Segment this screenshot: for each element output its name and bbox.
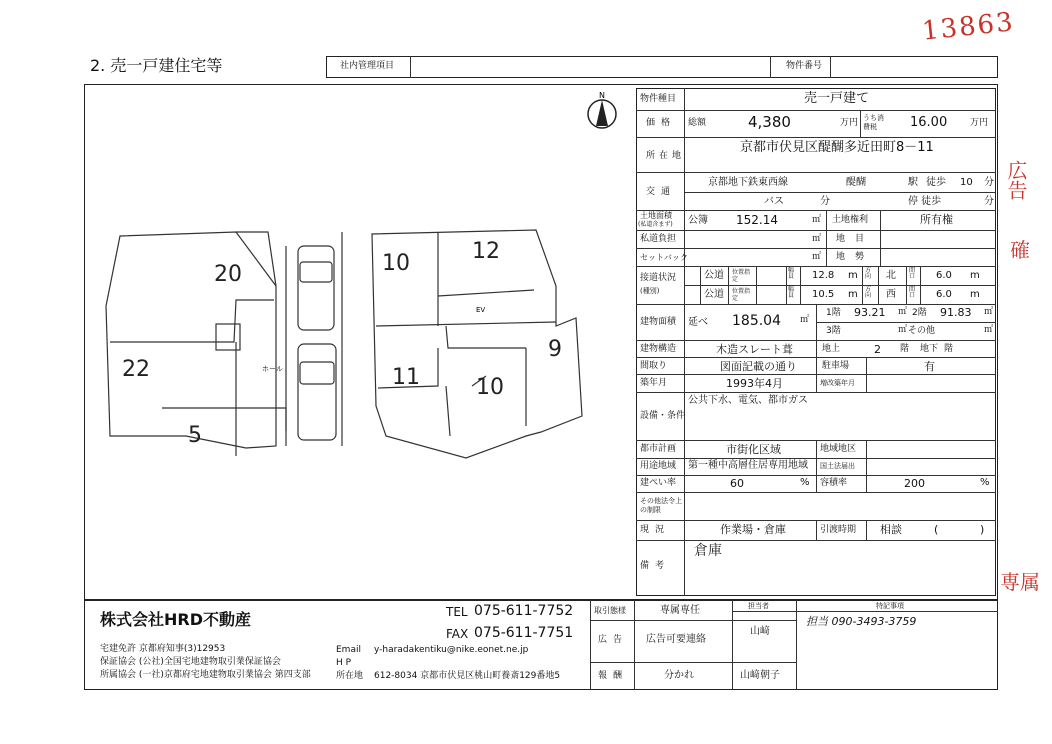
road-2-kind: 位置指定	[732, 288, 751, 302]
below-label: 地下	[920, 344, 939, 354]
road-sub: (種別)	[640, 287, 660, 295]
email-value[interactable]: y-haradakentiku@nike.eonet.ne.jp	[374, 645, 529, 655]
north-arrow-icon	[588, 91, 616, 128]
addr-value: 612-8034 京都市伏見区桃山町養斎129番地5	[374, 671, 561, 681]
assoc1-text: 保証協会 (公社)全国宅地建物取引業保証協会	[100, 657, 281, 667]
tax-value: 16.00	[910, 115, 948, 130]
road-1-front-label: 間口	[909, 267, 916, 280]
above-value: 2	[874, 343, 881, 356]
bcr-label: 建ぺい率	[640, 478, 677, 488]
layout-label: 間取り	[640, 361, 668, 371]
handover-label: 引渡時期	[820, 525, 857, 535]
land-right-value: 所有権	[920, 213, 953, 226]
parking-label: 駐車場	[822, 361, 850, 371]
fee-label: 報酬	[598, 671, 629, 681]
hall-label: ホール	[262, 365, 283, 373]
floor1-label: 1階	[826, 308, 841, 318]
station-value: 醍醐	[846, 177, 866, 188]
zone-label: 地域地区	[820, 444, 857, 454]
bcr-value: 60	[730, 477, 744, 490]
road-1-width-unit: m	[848, 270, 858, 281]
land-area-sub: (私道含まず)	[638, 221, 673, 228]
bus-label: バス	[764, 196, 784, 207]
stop-label: 停 徒歩	[908, 196, 942, 207]
stop-unit: 分	[984, 196, 994, 207]
land-right-label: 土地権利	[832, 215, 869, 225]
person2: 山﨑朝子	[740, 670, 780, 681]
land-area-unit: ㎡	[812, 215, 822, 225]
hp-label: H P	[336, 658, 352, 668]
internal-mgmt-label: 社内管理項目	[340, 61, 395, 71]
other-area-label: その他	[908, 326, 936, 336]
chimoku-label: 地目	[836, 234, 875, 244]
facilities-value: 公共下水、電気、都市ガス	[688, 395, 808, 406]
building-area-label: 建物面積	[640, 317, 677, 327]
bcr-unit: %	[800, 477, 810, 488]
parking-value: 有	[924, 360, 935, 373]
road-1-type: 公道	[704, 270, 724, 281]
above-unit: 階	[900, 344, 910, 354]
lot-5: 5	[188, 423, 202, 448]
type-value: 売一戸建て	[804, 91, 870, 106]
ad-value: 広告可要連絡	[646, 634, 706, 645]
total-unit: 万円	[840, 118, 859, 128]
setback-unit: ㎡	[812, 252, 822, 262]
floor2-value: 91.83	[940, 306, 972, 319]
far-value: 200	[904, 477, 925, 490]
tel-label: TEL	[446, 605, 468, 619]
nobe-label: 延べ	[688, 317, 708, 328]
road-2-type: 公道	[704, 289, 724, 300]
land-area-value: 152.14	[736, 213, 778, 227]
facilities-label: 設備・条件	[640, 411, 686, 421]
floor1-unit: ㎡	[898, 307, 908, 317]
handover-value: 相談	[880, 523, 902, 536]
property-no-label: 物件番号	[786, 61, 823, 71]
bus-unit: 分	[820, 196, 830, 207]
special-label: 特記事項	[876, 602, 904, 610]
fax-value: 075-611-7751	[474, 625, 574, 641]
deal-label: 取引態様	[594, 606, 626, 615]
road-2-front-unit: m	[970, 289, 980, 300]
price-label: 価格	[646, 118, 677, 128]
lot-9: 9	[548, 337, 562, 362]
status-label: 現況	[640, 525, 671, 535]
remarks-handwritten: 倉庫	[694, 543, 722, 559]
road-2-width: 10.5	[812, 289, 835, 300]
road-1-dir: 北	[886, 270, 896, 281]
setback-label: セットバック	[640, 253, 688, 262]
built-value: 1993年4月	[726, 377, 783, 390]
far-unit: %	[980, 477, 990, 488]
handwritten-number: 13863	[920, 7, 1017, 47]
walk-unit: 分	[984, 177, 994, 188]
handwritten-note-confirm: 確	[1010, 238, 1030, 262]
lot-20: 20	[214, 262, 242, 287]
floor2-unit: ㎡	[984, 307, 994, 317]
road-2-width-unit: m	[848, 289, 858, 300]
ad-label: 広告	[598, 635, 629, 645]
city-plan-label: 都市計画	[640, 444, 677, 454]
road-1-front-unit: m	[970, 270, 980, 281]
nobe-unit: ㎡	[800, 315, 810, 325]
remarks-label: 備考	[640, 561, 671, 571]
road-1-width-label: 幅員	[788, 267, 795, 280]
north-label: N	[599, 91, 605, 100]
address-value: 京都市伏見区醍醐多近田町8－11	[740, 140, 934, 155]
road-2-width-label: 幅員	[788, 286, 795, 299]
other-area-unit: ㎡	[984, 325, 994, 335]
status-value: 作業場・倉庫	[720, 523, 786, 536]
site-map	[86, 86, 630, 598]
structure-value: 木造スレート葺	[716, 343, 793, 356]
total-value: 4,380	[748, 113, 791, 131]
addr-label: 所在地	[336, 671, 364, 681]
road-2-dir: 西	[886, 289, 896, 300]
handwritten-note-exclusive: 専属	[1000, 570, 1040, 594]
layout-value: 図面記載の通り	[720, 360, 797, 373]
walk-value: 10	[960, 177, 973, 188]
fee-value: 分かれ	[664, 670, 694, 681]
land-area-label: 土地面積	[640, 211, 672, 220]
handover-paren-open: (	[934, 523, 939, 536]
land-type: 公簿	[688, 215, 708, 226]
station-unit: 駅	[908, 177, 918, 188]
below-unit: 階	[944, 344, 954, 354]
section-title: 2. 売一戸建住宅等	[90, 56, 223, 75]
land-law-label: 国土法届出	[820, 462, 855, 470]
use-zone-label: 用途地域	[640, 461, 677, 471]
contact-handwritten: 担当 090-3493-3759	[806, 615, 917, 628]
floor1-value: 93.21	[854, 306, 886, 319]
address-label: 所在地	[646, 151, 686, 161]
person-label: 担当者	[748, 602, 769, 610]
company-name: 株式会社HRD不動産	[100, 610, 251, 629]
lot-22: 22	[122, 357, 150, 382]
private-road-unit: ㎡	[812, 234, 822, 244]
extension-label: 増改築年月	[820, 379, 855, 387]
line-value: 京都地下鉄東西線	[708, 177, 788, 188]
person1: 山﨑	[750, 626, 770, 637]
ev-label: EV	[476, 306, 486, 314]
city-plan-value: 市街化区域	[726, 443, 781, 456]
structure-label: 建物構造	[640, 344, 677, 354]
other-law-label: その他法令上の制限	[640, 497, 682, 514]
road-1-dir-label: 方向	[865, 267, 872, 280]
road-label: 接道状況	[640, 273, 677, 283]
email-label: Email	[336, 645, 361, 655]
road-1-kind: 位置指定	[732, 269, 751, 283]
private-road-label: 私道負担	[640, 234, 677, 244]
road-2-dir-label: 方向	[865, 286, 872, 299]
lot-10-a: 10	[382, 251, 410, 276]
floor3-unit: ㎡	[898, 325, 908, 335]
use-zone-value: 第一種中高層住居専用地域	[688, 460, 808, 471]
handover-paren-close: )	[980, 523, 985, 536]
lot-12: 12	[472, 239, 500, 264]
tax-label: うち消費税	[863, 114, 884, 131]
nobe-value: 185.04	[732, 313, 781, 329]
tel-value: 075-611-7752	[474, 603, 574, 619]
lot-11: 11	[392, 365, 420, 390]
floor2-label: 2階	[912, 308, 927, 318]
chiseki-label: 地勢	[836, 252, 875, 262]
road-2-front-label: 間口	[909, 286, 916, 299]
deal-value: 専属専任	[660, 605, 700, 616]
above-label: 地上	[822, 344, 841, 354]
license-text: 宅建免許 京都府知事(3)12953	[100, 644, 226, 654]
far-label: 容積率	[820, 478, 848, 488]
lot-10-b: 10	[476, 375, 504, 400]
road-2-frontage: 6.0	[936, 289, 952, 300]
walk-label: 徒歩	[926, 177, 946, 188]
built-label: 築年月	[640, 378, 668, 388]
transport-label: 交通	[646, 187, 677, 197]
handwritten-note-ad: 広告	[1004, 160, 1028, 200]
total-label: 総額	[688, 118, 707, 128]
tax-unit: 万円	[970, 118, 989, 128]
internal-mgmt-box	[326, 56, 998, 78]
road-1-frontage: 6.0	[936, 270, 952, 281]
road-1-width: 12.8	[812, 270, 835, 281]
floor3-label: 3階	[826, 326, 841, 336]
assoc2-text: 所属協会 (一社)京都府宅地建物取引業協会 第四支部	[100, 670, 311, 680]
type-label: 物件種目	[640, 94, 677, 104]
fax-label: FAX	[446, 627, 469, 641]
